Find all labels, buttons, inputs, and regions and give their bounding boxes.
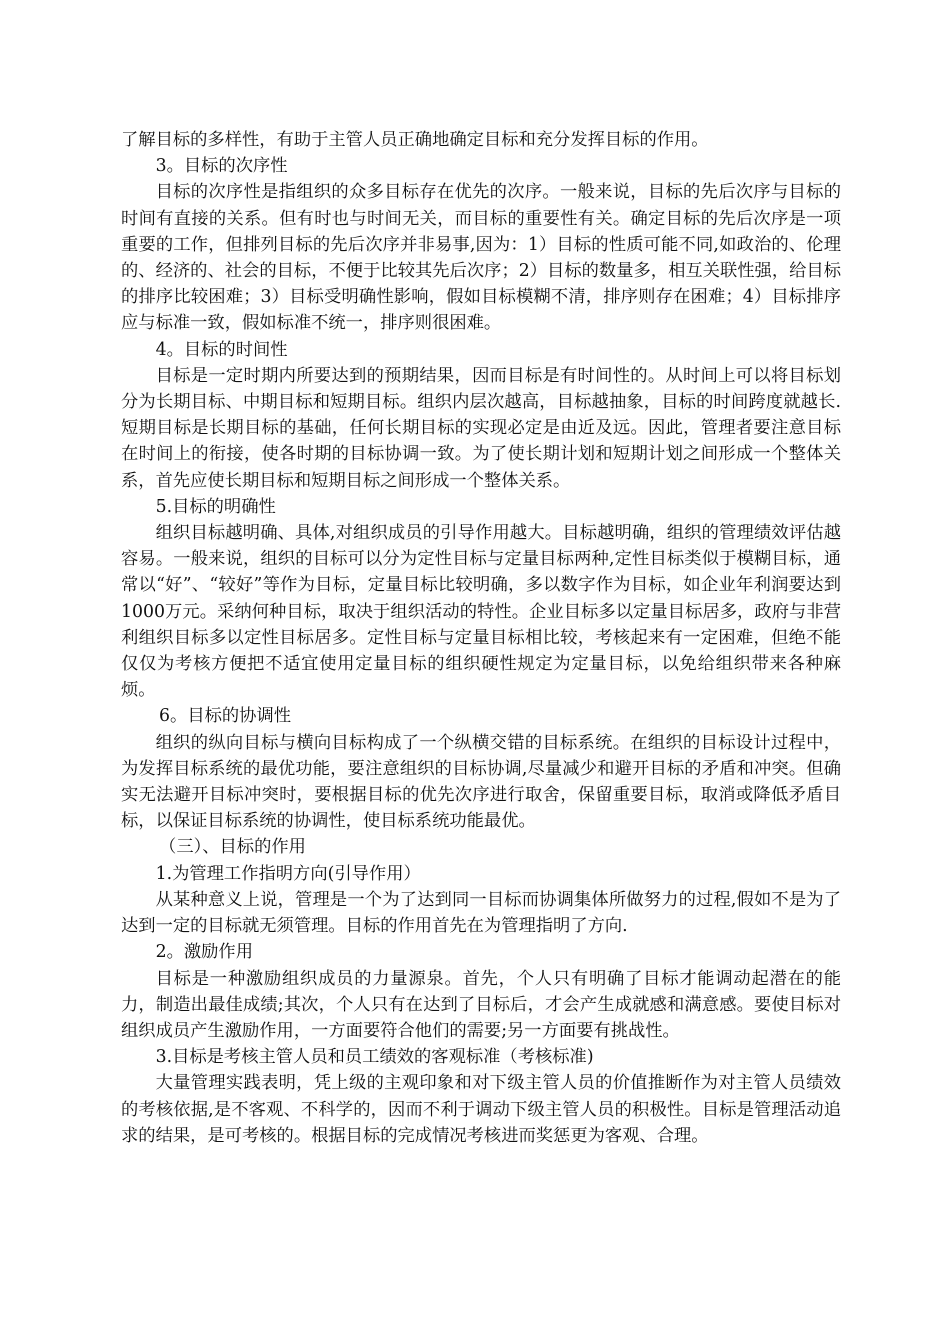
document-body: [121, 127, 841, 1149]
paragraph-evaluation-standard: 大量管理实践表明，凭上级的主观印象和对下级主管人员的价值推断作为对主管人员绩效的考核依据,是不客观、不科学的，因而不利于调动下级主管人员的积极性。目标是管理活动追求的结果，是可考核的。根据目标的完成情况考核进而奖惩更为客观、合理。: [121, 1073, 841, 1146]
heading-evaluation-standard: 3.目标是考核主管人员和员工绩效的客观标准（考核标准): [155, 1047, 594, 1068]
heading-goal-order: 3。目标的次序性: [155, 156, 288, 177]
paragraph-motivation-role: 目标是一种激励组织成员的力量源泉。首先，个人只有明确了目标才能调动起潜在的能力，制造出最佳成绩;其次，个人只有在达到了目标后，才会产生成就感和满意感。要使目标对组织成员产生激励作用，一方面要符合他们的需要;另一方面要有挑战性。: [121, 968, 841, 1041]
paragraph-goal-order: 目标的次序性是指组织的众多目标存在优先的次序。一般来说，目标的先后次序与目标的时间有直接的关系。但有时也与时间无关，而目标的重要性有关。确定目标的先后次序是一项重要的工作，但排列目标的先后次序并非易事,因为：1）目标的性质可能不同,如政治的、伦理的、经济的、社会的目标，不便于比较其先后次序；2）目标的数量多，相互关联性强，给目标的排序比较困难；3）目标受明确性影响，假如目标模糊不清，排序则存在困难；4）目标排序应与标准一致，假如标准不统一，排序则很困难。: [121, 182, 841, 334]
paragraph-intro-continuation: 了解目标的多样性，有助于主管人员正确地确定目标和充分发挥目标的作用。: [121, 130, 709, 150]
paragraph-guiding-role: 从某种意义上说，管理是一个为了达到同一目标而协调集体所做努力的过程,假如不是为了达到一定的目标就无须管理。目标的作用首先在为管理指明了方向.: [121, 889, 841, 937]
heading-goal-functions: （三）、目标的作用: [159, 837, 306, 858]
paragraph-goal-time: 目标是一定时期内所要达到的预期结果，因而目标是有时间性的。从时间上可以将目标划分为长期目标、中期目标和短期目标。组织内层次越高，目标越抽象，目标的时间跨度就越长.短期目标是长期目标的基础，任何长期目标的实现必定是由近及远。因此，管理者要注意目标在时间上的衔接，使各时期的目标协调一致。为了使长期计划和短期计划之间形成一个整体关系，首先应使长期目标和短期目标之间形成一个整体关系。: [121, 365, 841, 491]
heading-guiding-role: 1.为管理工作指明方向(引导作用）: [155, 863, 421, 884]
heading-goal-clarity: 5.目标的明确性: [155, 496, 276, 517]
heading-goal-coordination: 6。目标的协调性: [159, 706, 292, 727]
paragraph-goal-coordination: 组织的纵向目标与横向目标构成了一个纵横交错的目标系统。在组织的目标设计过程中，为发挥目标系统的最优功能，要注意组织的目标协调,尽量减少和避开目标的矛盾和冲突。但确实无法避开目标冲突时，要根据目标的优先次序进行取舍，保留重要目标，取消或降低矛盾目标，以保证目标系统的协调性，使目标系统功能最优。: [121, 732, 841, 832]
heading-motivation-role: 2。激励作用: [155, 942, 253, 963]
paragraph-goal-clarity: 组织目标越明确、具体,对组织成员的引导作用越大。目标越明确，组织的管理绩效评估越容易。一般来说，组织的目标可以分为定性目标与定量目标两种,定性目标类似于模糊目标，通常以“好”、“较好”等作为目标，定量目标比较明确，多以数字作为目标，如企业年利润要达到1000万元。采纳何种目标，取决于组织活动的特性。企业目标多以定量目标居多，政府与非营利组织目标多以定性目标居多。定性目标与定量目标相比较，考核起来有一定困难，但绝不能仅仅为考核方便把不适宜使用定量目标的组织硬性规定为定量目标，以免给组织带来各种麻烦。: [121, 523, 841, 701]
heading-goal-time: 4。目标的时间性: [155, 339, 288, 360]
